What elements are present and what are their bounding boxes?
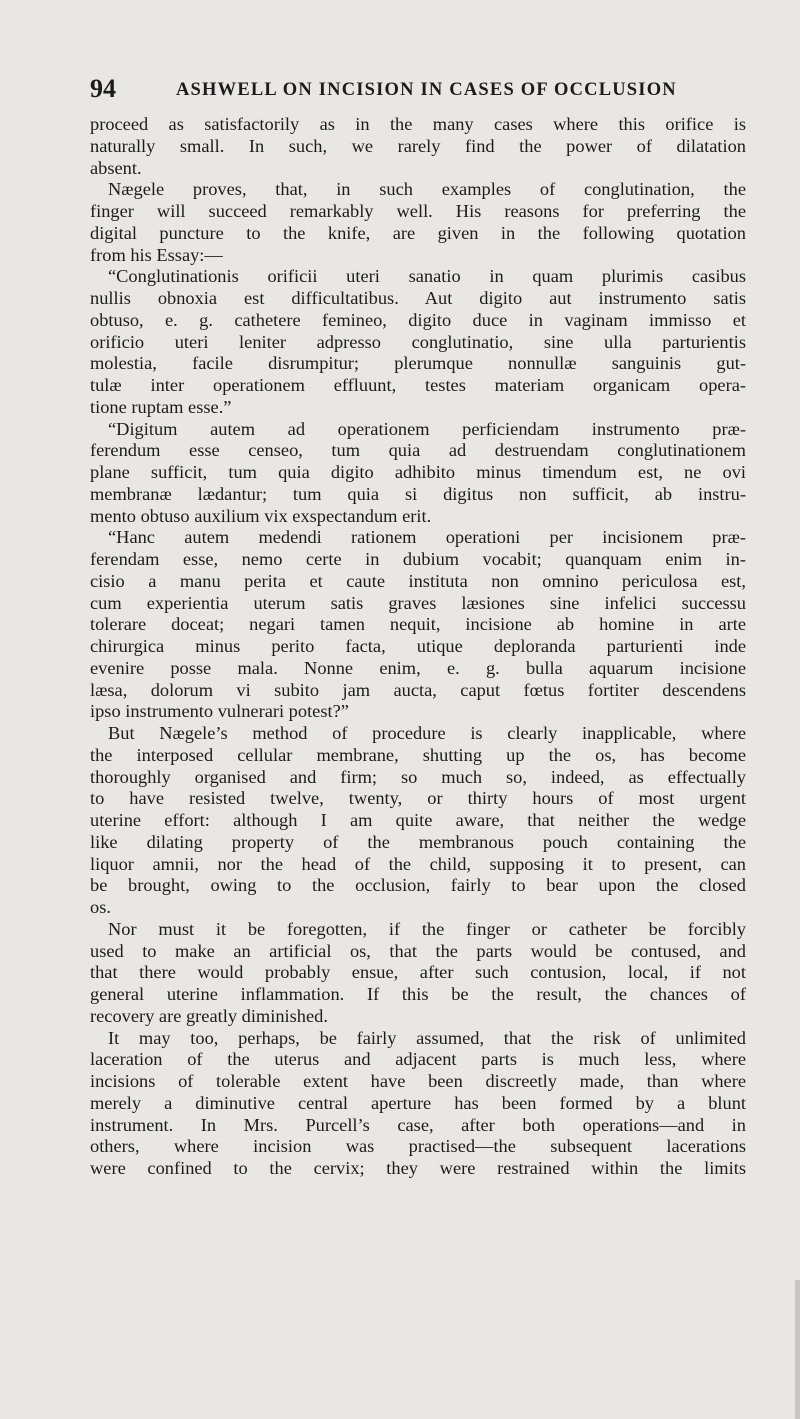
text-line: obtuso, e. g. cathetere femineo, digito duce in vaginam immisso et — [90, 309, 746, 330]
text-line: Nor must it be foregotten, if the finger or catheter be forcibly — [108, 918, 746, 939]
body-text — [90, 114, 746, 1180]
text-line: But Nægele’s method of procedure is clearly inapplicable, where — [108, 723, 746, 743]
text-line: Nægele proves, that, in such examples of conglutination, the — [108, 179, 746, 200]
page-edge-shadow — [795, 1280, 800, 1419]
text-line: instrument. In Mrs. Purcell’s case, after both operations—and in — [90, 1114, 746, 1135]
text-line: incisions of tolerable extent have been discreetly made, than where — [90, 1071, 746, 1091]
text-line: the interposed cellular membrane, shutting up the os, has become — [90, 744, 746, 765]
text-line: tolerare doceat; negari tamen nequit, incisione ab homine in arte — [90, 614, 746, 635]
text-line: were confined to the cervix; they were restrained within the limits — [90, 1158, 746, 1178]
text-line: to have resisted twelve, twenty, or thirty hours of most urgent — [90, 788, 746, 809]
text-line: molestia, facile disrumpitur; plerumque nonnullæ sanguinis gut- — [90, 353, 746, 374]
text-line: absent. — [90, 157, 142, 178]
text-line: merely a diminutive central aperture has been formed by a blunt — [90, 1092, 746, 1113]
text-line: chirurgica minus perito facta, utique deploranda parturienti inde — [90, 636, 746, 656]
text-line: tulæ inter operationem effluunt, testes materiam organicam opera- — [90, 375, 746, 395]
text-line: cum experientia uterum satis graves læsiones sine infelici successu — [90, 592, 746, 613]
text-line: others, where incision was practised—the subsequent lacerations — [90, 1136, 746, 1157]
text-line: digital puncture to the knife, are given in the following quotation — [90, 222, 746, 243]
text-line: laceration of the uterus and adjacent parts is much less, where — [90, 1049, 746, 1070]
text-line: orificio uteri leniter adpresso conglutinatio, sine ulla parturientis — [90, 331, 746, 352]
text-line: ferendum esse censeo, tum quia ad destruendam conglutinationem — [90, 440, 746, 461]
text-line: uterine effort: although I am quite aware, that neither the wedge — [90, 810, 746, 830]
text-line: be brought, owing to the occlusion, fairly to bear upon the closed — [90, 875, 746, 896]
text-line: cisio a manu perita et caute instituta non omnino periculosa est, — [90, 570, 746, 591]
text-line: liquor amnii, nor the head of the child, supposing it to present, can — [90, 853, 746, 874]
text-line: ipso instrumento vulnerari potest?” — [90, 701, 349, 722]
text-line: naturally small. In such, we rarely find the power of dilatation — [90, 135, 746, 156]
text-line: ferendam esse, nemo certe in dubium vocabit; quanquam enim in- — [90, 549, 746, 569]
text-line: “Hanc autem medendi rationem operationi per incisionem præ- — [108, 527, 746, 548]
text-line: recovery are greatly diminished. — [90, 1005, 328, 1026]
text-line: proceed as satisfactorily as in the many cases where this orifice is — [90, 114, 746, 134]
text-line: It may too, perhaps, be fairly assumed, that the risk of unlimited — [108, 1027, 746, 1048]
page-number: 94 — [90, 74, 116, 103]
text-line: plane sufficit, tum quia digito adhibito minus timendum est, ne ovi — [90, 462, 746, 482]
text-line: tione ruptam esse.” — [90, 396, 232, 417]
text-line: used to make an artificial os, that the parts would be contused, and — [90, 940, 746, 961]
text-line: “Conglutinationis orificii uteri sanatio in quam plurimis casibus — [108, 266, 746, 287]
text-line: from his Essay:— — [90, 244, 223, 265]
text-line: “Digitum autem ad operationem perficiendam instrumento præ- — [108, 418, 746, 439]
text-line: general uterine inflammation. If this be the result, the chances of — [90, 984, 746, 1004]
text-line: nullis obnoxia est difficultatibus. Aut digito aut instrumento satis — [90, 288, 746, 308]
text-line: like dilating property of the membranous pouch containing the — [90, 831, 746, 852]
text-line: læsa, dolorum vi subito jam aucta, caput fœtus fortiter descendens — [90, 679, 746, 700]
page-header — [90, 74, 690, 104]
text-line: thoroughly organised and firm; so much so, indeed, as effectually — [90, 766, 746, 787]
text-line: os. — [90, 897, 111, 917]
text-line: membranæ lædantur; tum quia si digitus non sufficit, ab instru- — [90, 483, 746, 504]
running-title: ASHWELL ON INCISION IN CASES OF OCCLUSION — [176, 80, 677, 100]
text-line: that there would probably ensue, after such contusion, local, if not — [90, 962, 746, 983]
text-line: mento obtuso auxilium vix exspectandum erit. — [90, 505, 432, 526]
text-line: evenire posse mala. Nonne enim, e. g. bulla aquarum incisione — [90, 657, 746, 678]
text-line: finger will succeed remarkably well. His reasons for preferring the — [90, 201, 746, 221]
